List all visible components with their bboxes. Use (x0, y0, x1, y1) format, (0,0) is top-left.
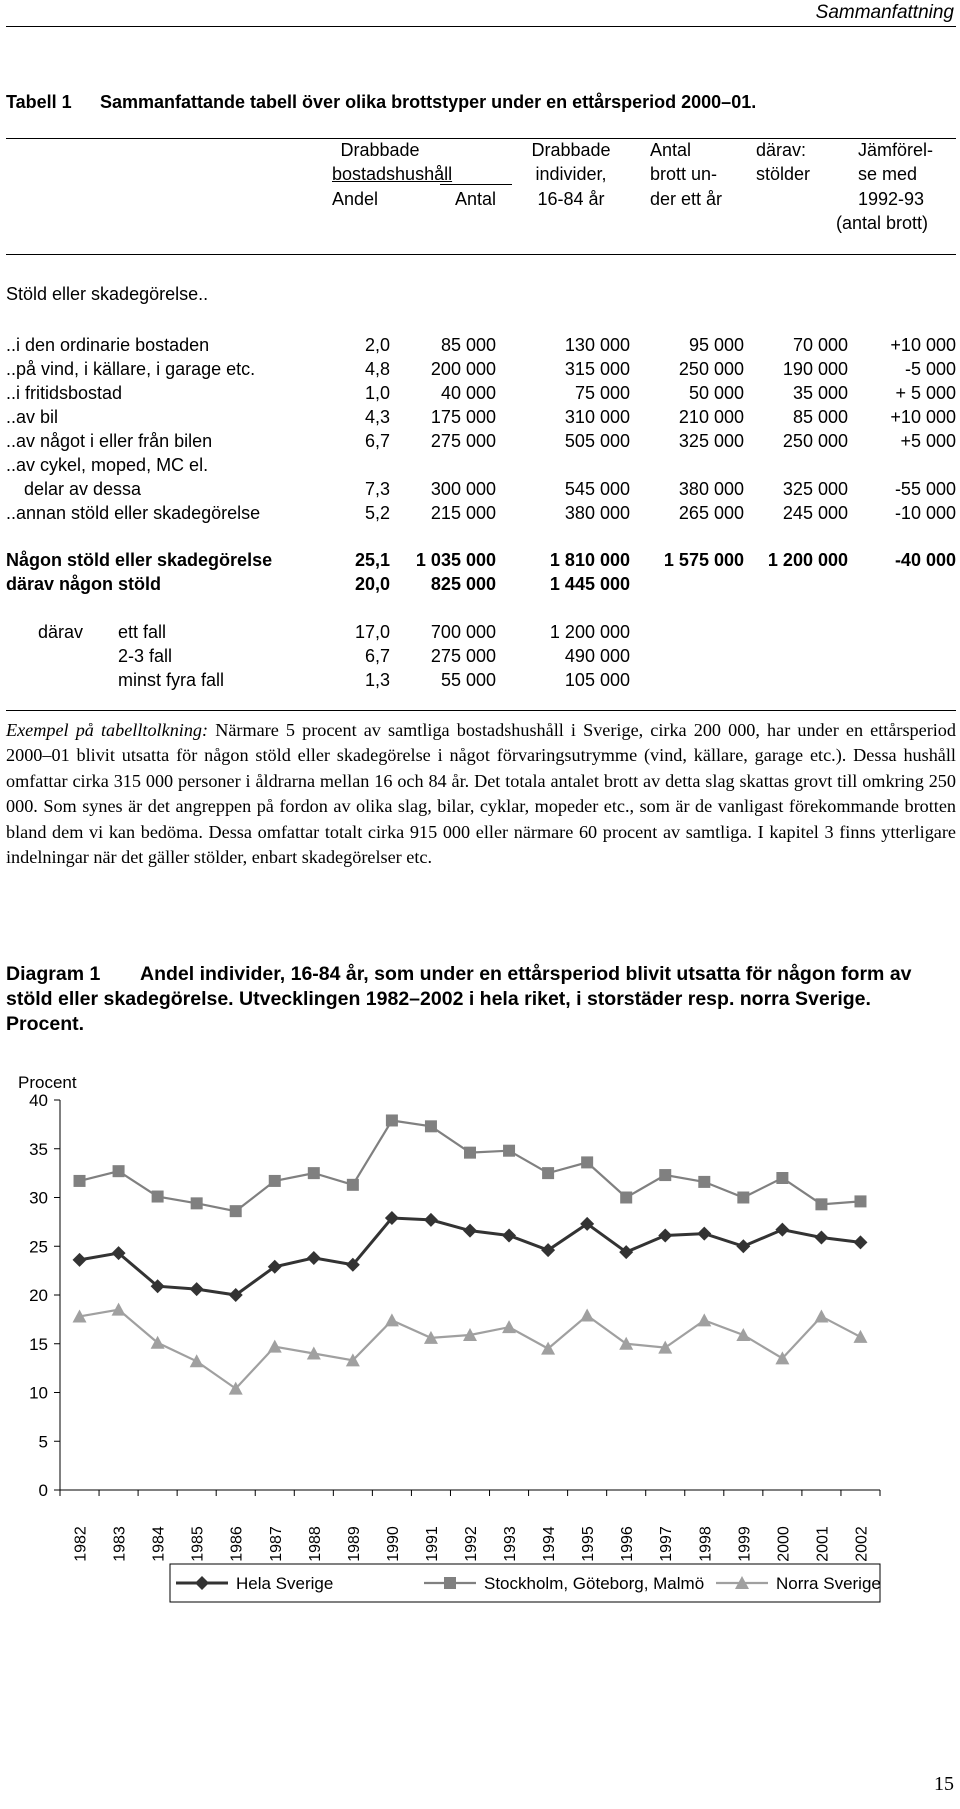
data-point (814, 1230, 828, 1244)
data-point (152, 1191, 164, 1203)
data-point (502, 1229, 516, 1243)
data-point (113, 1165, 125, 1177)
x-tick-label: 1986 (228, 1526, 246, 1562)
table-interpretation-paragraph (6, 718, 956, 870)
col2-header-line3: 16-84 år (537, 189, 605, 209)
y-tick-label: 30 (29, 1188, 48, 1208)
cell-andel: 5,2 (364, 503, 390, 523)
row-label: 2-3 fall (118, 646, 173, 666)
cell-stolder: 85 000 (792, 407, 848, 427)
cell-andel: 4,3 (364, 407, 390, 427)
cell-jamforelse: -40 000 (894, 550, 956, 570)
header-rule (6, 26, 956, 27)
diagram-title (6, 962, 946, 1037)
cell-brott: 250 000 (678, 359, 744, 379)
cell-individer: 130 000 (564, 335, 630, 355)
cell-stolder: 1 200 000 (767, 550, 848, 570)
data-point (308, 1167, 320, 1179)
cell-jamforelse: +10 000 (890, 407, 956, 427)
data-point (307, 1251, 321, 1265)
legend-label: Stockholm, Göteborg, Malmö (484, 1574, 705, 1593)
row-label: ..av något i eller från bilen (6, 431, 213, 451)
x-tick-label: 2002 (853, 1526, 871, 1562)
cell-antal: 275 000 (430, 431, 496, 451)
data-point (502, 1320, 516, 1333)
cell-jamforelse: -10 000 (894, 503, 956, 523)
cell-antal: 55 000 (440, 670, 496, 690)
x-tick-label: 1990 (384, 1526, 402, 1562)
cell-brott: 380 000 (678, 479, 744, 499)
col5-header-line1: Jämförel- (858, 140, 934, 160)
cell-brott: 95 000 (688, 335, 744, 355)
data-point (737, 1192, 749, 1204)
x-tick-label: 1995 (580, 1526, 598, 1562)
cell-individer: 380 000 (564, 503, 630, 523)
series-line-2 (80, 1310, 861, 1389)
x-tick-label: 1989 (345, 1526, 363, 1562)
data-point (736, 1328, 750, 1341)
legend-marker (444, 1577, 456, 1589)
x-tick-label: 2000 (775, 1526, 793, 1562)
cell-stolder: 325 000 (782, 479, 848, 499)
cell-andel: 7,3 (364, 479, 390, 499)
cell-andel: 25,1 (354, 550, 390, 570)
y-tick-label: 35 (29, 1139, 48, 1159)
data-point (776, 1172, 788, 1184)
table-top-rule (6, 138, 956, 139)
diagram-title-text: Andel individer, 16-84 år, som under en ettårsperiod blivit utsatta för någon form av stöld eller skadegörelse. Utvecklingen 1982–2002 i hela riket, i storstäder resp. norra Sverige. Procent. (6, 963, 912, 1035)
col5-header-line4: (antal brott) (836, 213, 929, 233)
cell-individer: 310 000 (564, 407, 630, 427)
row-label: ..i fritidsbostad (6, 383, 123, 403)
cell-brott: 1 575 000 (663, 550, 744, 570)
col3-header-line2: brott un- (650, 164, 718, 184)
x-tick-label: 1999 (736, 1526, 754, 1562)
y-tick-label: 10 (29, 1383, 48, 1403)
x-tick-label: 1994 (541, 1526, 559, 1562)
cell-individer: 1 200 000 (549, 622, 630, 642)
y-tick-label: 0 (38, 1481, 48, 1500)
row-label: ett fall (118, 622, 167, 642)
legend-label: Hela Sverige (236, 1574, 334, 1593)
cell-andel: 17,0 (354, 622, 390, 642)
cell-brott: 210 000 (678, 407, 744, 427)
data-point (542, 1167, 554, 1179)
data-point (230, 1205, 242, 1217)
x-tick-label: 1998 (697, 1526, 715, 1562)
paragraph-text: Närmare 5 procent av samtliga bostadshushåll i Sverige, cirka 200 000, har under en ettårsperiod 2000–01 blivit utsatta för någon stöld eller skadegörelse i något förvaringsutrymme (vind, källare, garage etc.). Dessa hushåll omfattar cirka 315 000 personer i åldrarna mellan 16 och 84 år. Det totala antalet brott av detta slag skattas grovt till omkring 250 000. Som synes är det angreppen på fordon av olika slag, bilar, cyklar, mopeder etc., som är de vanligast förekommande brotten bland dem vi kan bedöma. Dessa omfattar totalt cirka 915 000 eller närmare 60 procent av samtliga. I kapitel 3 finns ytterligare indelningar när det gäller stölder, enbart skadegörelser etc. (6, 720, 956, 868)
cell-antal: 1 035 000 (415, 550, 496, 570)
y-tick-label: 20 (29, 1286, 48, 1305)
page-number: 15 (934, 1773, 954, 1795)
x-tick-label: 1984 (150, 1526, 168, 1562)
data-point (659, 1169, 671, 1181)
data-point (580, 1308, 594, 1321)
cell-jamforelse: +10 000 (890, 335, 956, 355)
data-point (269, 1175, 281, 1187)
cell-individer: 75 000 (574, 383, 630, 403)
running-title: Sammanfattning (815, 2, 954, 23)
col5-header-line2: se med (858, 164, 918, 184)
cell-andel: 20,0 (354, 574, 390, 594)
data-point (385, 1313, 399, 1326)
col1-header-line1: Drabbade (340, 140, 420, 160)
data-point (658, 1229, 672, 1243)
x-tick-label: 1987 (267, 1526, 285, 1562)
cell-andel: 6,7 (364, 431, 390, 451)
cell-antal: 40 000 (440, 383, 496, 403)
table-caption-label: Tabell 1 (6, 92, 72, 112)
col2-header-line2: individer, (535, 164, 607, 184)
data-point (74, 1175, 86, 1187)
cell-stolder: 250 000 (782, 431, 848, 451)
y-axis-label: Procent (18, 1073, 77, 1092)
col4-header-line1: därav: (756, 140, 807, 160)
cell-antal: 275 000 (430, 646, 496, 666)
data-point (190, 1354, 204, 1367)
data-point (425, 1120, 437, 1132)
data-point (424, 1213, 438, 1227)
cell-andel: 1,3 (364, 670, 390, 690)
data-point (853, 1330, 867, 1343)
y-tick-label: 25 (29, 1237, 48, 1257)
cell-antal: 175 000 (430, 407, 496, 427)
cell-brott: 325 000 (678, 431, 744, 451)
cell-antal: 215 000 (430, 503, 496, 523)
paragraph-lead: Exempel på tabelltolkning: (6, 720, 209, 740)
data-point (814, 1309, 828, 1322)
col1-header-line2: bostadshushåll (332, 164, 453, 184)
y-tick-label: 40 (29, 1091, 48, 1110)
row-label: därav någon stöld (6, 574, 162, 594)
cell-andel: 1,0 (364, 383, 390, 403)
col5-header-line3: 1992-93 (858, 189, 925, 209)
table-caption-text: Sammanfattande tabell över olika brottstyper under en ettårsperiod 2000–01. (100, 92, 757, 112)
cell-antal: 300 000 (430, 479, 496, 499)
data-point (697, 1313, 711, 1326)
cell-individer: 490 000 (564, 646, 630, 666)
cell-stolder: 245 000 (782, 503, 848, 523)
col3-header-line1: Antal (650, 140, 692, 160)
data-point (112, 1303, 126, 1316)
col1-sub-antal: Antal (454, 189, 496, 209)
row-label: delar av dessa (24, 479, 142, 499)
col3-header-line3: der ett år (650, 189, 723, 209)
cell-individer: 1 445 000 (549, 574, 630, 594)
data-point (464, 1147, 476, 1159)
x-tick-label: 1992 (463, 1526, 480, 1562)
data-point (736, 1239, 750, 1253)
cell-andel: 6,7 (364, 646, 390, 666)
x-tick-label: 1983 (111, 1526, 129, 1562)
cell-antal: 200 000 (430, 359, 496, 379)
cell-jamforelse: + 5 000 (895, 383, 956, 403)
data-point (620, 1192, 632, 1204)
cell-stolder: 70 000 (792, 335, 848, 355)
table-bottom-rule (6, 710, 956, 711)
row-label: ..i den ordinarie bostaden (6, 335, 210, 355)
cell-jamforelse: -55 000 (894, 479, 956, 499)
cell-jamforelse: -5 000 (904, 359, 956, 379)
row-label: ..annan stöld eller skadegörelse (6, 503, 261, 523)
cell-brott: 50 000 (688, 383, 744, 403)
data-point (386, 1114, 398, 1126)
diagram-label: Diagram 1 (6, 963, 101, 985)
data-point (190, 1282, 204, 1296)
data-point (463, 1224, 477, 1238)
row-label: Någon stöld eller skadegörelse (6, 550, 273, 570)
col1-header-underline (440, 184, 512, 185)
data-point (853, 1235, 867, 1249)
row-label: ..på vind, i källare, i garage etc. (6, 359, 256, 379)
row-label: minst fyra fall (118, 670, 225, 690)
data-point (815, 1198, 827, 1210)
cykel-label: ..av cykel, moped, MC el. (6, 455, 209, 475)
cell-stolder: 35 000 (792, 383, 848, 403)
data-point (191, 1197, 203, 1209)
col4-header-line2: stölder (756, 164, 811, 184)
cell-brott: 265 000 (678, 503, 744, 523)
data-point (581, 1156, 593, 1168)
data-point (775, 1223, 789, 1237)
cell-individer: 545 000 (564, 479, 630, 499)
darav-label: därav (38, 622, 84, 642)
x-tick-label: 2001 (814, 1526, 832, 1562)
data-point (854, 1195, 866, 1207)
cell-andel: 4,8 (364, 359, 390, 379)
y-tick-label: 5 (38, 1432, 48, 1452)
data-point (503, 1145, 515, 1157)
x-tick-label: 1991 (423, 1526, 441, 1562)
cell-individer: 1 810 000 (549, 550, 630, 570)
x-tick-label: 1993 (502, 1526, 520, 1562)
col2-header-line1: Drabbade (531, 140, 611, 160)
cell-jamforelse: +5 000 (900, 431, 956, 451)
cell-individer: 505 000 (564, 431, 630, 451)
cell-antal: 700 000 (430, 622, 496, 642)
data-point (698, 1176, 710, 1188)
table-header-rule (6, 254, 956, 255)
y-tick-label: 15 (29, 1334, 48, 1354)
row-label: ..av bil (6, 407, 59, 427)
data-point (697, 1227, 711, 1241)
data-point (347, 1179, 359, 1191)
x-tick-label: 1997 (658, 1526, 676, 1562)
line-chart (0, 1060, 960, 1620)
cell-stolder: 190 000 (782, 359, 848, 379)
data-point (73, 1253, 87, 1267)
cell-individer: 105 000 (564, 670, 630, 690)
x-tick-label: 1988 (306, 1526, 324, 1562)
cell-individer: 315 000 (564, 359, 630, 379)
data-point (268, 1340, 282, 1353)
cell-andel: 2,0 (364, 335, 390, 355)
x-tick-label: 1985 (189, 1526, 207, 1562)
legend-label: Norra Sverige (776, 1574, 881, 1593)
cell-antal: 85 000 (440, 335, 496, 355)
x-tick-label: 1996 (619, 1526, 637, 1562)
x-tick-label: 1982 (72, 1526, 90, 1562)
section-label: Stöld eller skadegörelse.. (6, 284, 209, 304)
cell-antal: 825 000 (430, 574, 496, 594)
col1-sub-andel: Andel (332, 189, 379, 209)
